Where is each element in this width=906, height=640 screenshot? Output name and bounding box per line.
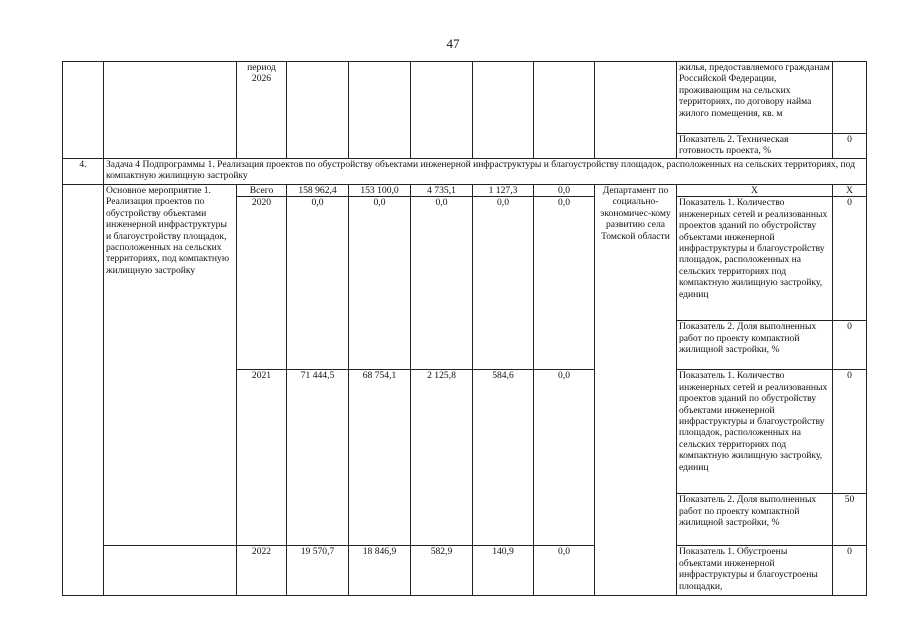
indicator-text: Показатель 2. Доля выполненных работ по проекту компактной жилищной застройки, % (677, 321, 833, 370)
activity-cell (104, 62, 237, 159)
amount-cell: 68 754,1 (349, 370, 411, 546)
amount-total-local: 1 127,3 (473, 185, 534, 197)
amount-cell: 0,0 (287, 197, 349, 370)
indicator-text: Показатель 1. Количество инженерных сетей и реализованных проектов зданий по обустройству объектами инженерной инфраструктуры и благоустройству площадок, расположенных на сельских территориях под компактную жилищную застройку, единиц (677, 370, 833, 494)
amount-total-other: 0,0 (534, 185, 595, 197)
amount-cell: 140,9 (473, 546, 534, 596)
indicator-text: Показатель 2. Техническая готовность проекта, % (677, 134, 833, 159)
amount-cell: 0,0 (534, 546, 595, 596)
amount-cell: 584,6 (473, 370, 534, 546)
amount-total-regional: 4 735,1 (411, 185, 473, 197)
number-cell (63, 62, 104, 159)
amount-cell (349, 62, 411, 159)
year-cell: 2021 (237, 370, 287, 546)
executor-cell (595, 62, 677, 159)
continuation-row (63, 62, 867, 134)
amount-cell: 71 444,5 (287, 370, 349, 546)
amount-cell: 0,0 (534, 370, 595, 546)
amount-cell (534, 62, 595, 159)
page-number: 47 (446, 36, 460, 51)
amount-cell: 0,0 (411, 197, 473, 370)
amount-cell: 19 570,7 (287, 546, 349, 596)
amount-cell: 0,0 (534, 197, 595, 370)
amount-cell: 0,0 (473, 197, 534, 370)
amount-cell (411, 62, 473, 159)
indicator-text: Показатель 2. Доля выполненных работ по проекту компактной жилищной застройки, % (677, 494, 833, 546)
amount-cell: 0,0 (349, 197, 411, 370)
year-cell: 2020 (237, 197, 287, 370)
executor-name: Департамент по социально-экономичес-кому развитию села Томской области (595, 185, 677, 596)
number-cell (63, 185, 104, 596)
amount-total-federal: 153 100,0 (349, 185, 411, 197)
indicator-value: 0 (833, 134, 867, 159)
indicator-value: 0 (833, 321, 867, 370)
amount-cell: 18 846,9 (349, 546, 411, 596)
indicator-value: Х (833, 185, 867, 197)
year-cell: 2022 (237, 546, 287, 596)
indicator-value (833, 62, 867, 134)
task-row (63, 159, 867, 185)
indicator-value: 0 (833, 546, 867, 596)
indicator-text: Х (677, 185, 833, 197)
amount-cell: 2 125,8 (411, 370, 473, 546)
task-number: 4. (63, 159, 104, 185)
task-title: Задача 4 Подпрограммы 1. Реализация проектов по обустройству объектами инженерной инфраструктуры и благоустройству площадок, расположенных на сельских территориях, под компактную жилищную застройку (104, 159, 867, 185)
program-table (62, 61, 867, 596)
activity-cell (104, 546, 237, 596)
period-cell: период 2026 (237, 62, 287, 159)
indicator-value: 0 (833, 197, 867, 321)
amount-cell (473, 62, 534, 159)
indicator-text: Показатель 1. Количество инженерных сетей и реализованных проектов зданий по обустройству объектами инженерной инфраструктуры и благоустройству площадок, расположенных на сельских территориях под компактную жилищную застройку, единиц (677, 197, 833, 321)
indicator-value: 50 (833, 494, 867, 546)
period-total: Всего (237, 185, 287, 197)
indicator-value: 0 (833, 370, 867, 494)
amount-cell: 582,9 (411, 546, 473, 596)
activity-name: Основное мероприятие 1. Реализация проектов по обустройству объектами инженерной инфраструктуры и благоустройству площадок, расположенных на сельских территориях, под компактную жилищную застройку (104, 185, 237, 546)
indicator-text: Показатель 1. Обустроены объектами инженерной инфраструктуры и благоустроены площадки, (677, 546, 833, 596)
total-row (63, 185, 867, 197)
amount-total-all: 158 962,4 (287, 185, 349, 197)
amount-cell (287, 62, 349, 159)
indicator-text: жилья, предоставляемого гражданам Российской Федерации, проживающим на сельских территориях, по договору найма жилого помещения, кв. м (677, 62, 833, 134)
year-row-2022 (63, 546, 867, 596)
